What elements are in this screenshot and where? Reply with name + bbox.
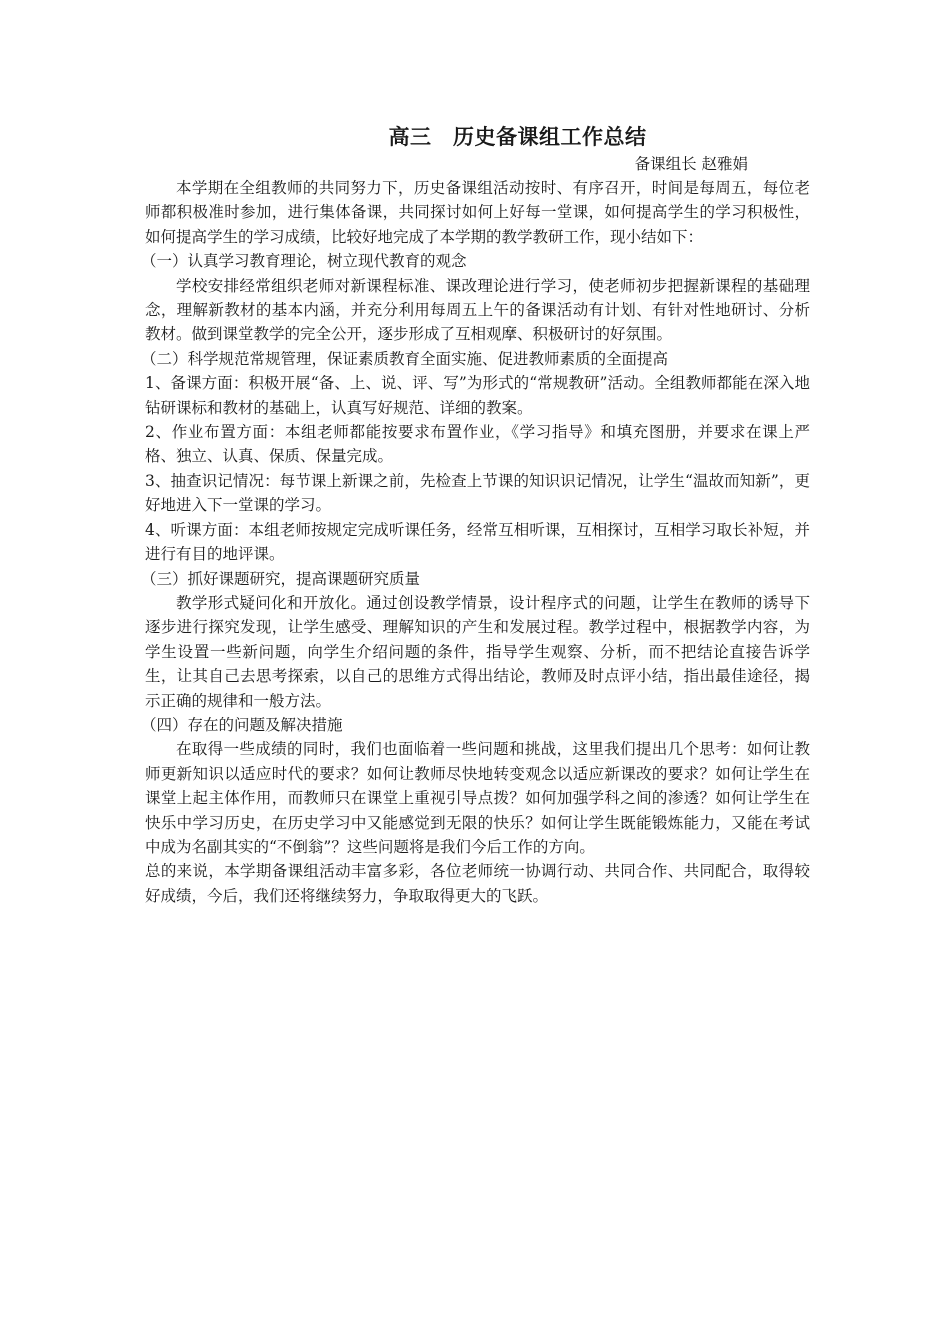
intro-paragraph: 本学期在全组教师的共同努力下，历史备课组活动按时、有序召开，时间是每周五，每位老师都积极准时参加，进行集体备课，共同探讨如何上好每一堂课，如何提高学生的学习积极性，如何提高学生的学习成绩，比较好地完成了本学期的教学教研工作，现小结如下： <box>145 179 810 246</box>
section-1-paragraph: 学校安排经常组织老师对新课程标准、课改理论进行学习，使老师初步把握新课程的基础理念，理解新教材的基本内涵，并充分利用每周五上午的备课活动有计划、有针对性地研讨、分析教材。做到课堂教学的完全公开，逐步形成了互相观摩、积极研讨的好氛围。 <box>145 276 810 344</box>
section-heading-3: （三）抓好课题研究，提高课题研究质量 <box>141 569 421 588</box>
document-body <box>141 122 810 908</box>
document-author: 备课组长 赵雅娟 <box>634 155 748 173</box>
section-3-paragraph: 教学形式疑问化和开放化。通过创设教学情景，设计程序式的问题，让学生在教师的诱导下逐步进行探究发现，让学生感受、理解知识的产生和发展过程。教学过程中，根据教学内容，为学生设置一些新问题，向学生介绍问题的条件，指导学生观察、分析，而不把结论直接告诉学生，让其自己去思考探索，以自己的思维方式得出结论，教师及时点评小结，指出最佳途径，揭示正确的规律和一般方法。 <box>145 593 810 710</box>
section-heading-2: （二）科学规范常规管理，保证素质教育全面实施、促进教师素质的全面提高 <box>141 349 669 368</box>
section-heading-1: （一）认真学习教育理论，树立现代教育的观念 <box>141 252 467 271</box>
section-2-item-4: 4、听课方面：本组老师按规定完成听课任务，经常互相听课，互相探讨，互相学习取长补短，并进行有目的地评课。 <box>145 520 810 564</box>
section-2-item-1: 1、备课方面：积极开展“备、上、说、评、写”为形式的“常规教研”活动。全组教师都能在深入地钻研课标和教材的基础上，认真写好规范、详细的教案。 <box>145 374 810 417</box>
section-heading-4: （四）存在的问题及解决措施 <box>141 715 343 734</box>
section-2-item-3: 3、抽查识记情况：每节课上新课之前，先检查上节课的知识识记情况，让学生“温故而知新”，更好地进入下一堂课的学习。 <box>145 471 810 515</box>
section-2-item-2: 2、作业布置方面：本组老师都能按要求布置作业，《学习指导》和填充图册，并要求在课上严格、独立、认真、保质、保量完成。 <box>145 423 810 466</box>
section-4-paragraph: 在取得一些成绩的同时，我们也面临着一些问题和挑战，这里我们提出几个思考：如何让教师更新知识以适应时代的要求？如何让教师尽快地转变观念以适应新课改的要求？如何让学生在课堂上起主体作用，而教师只在课堂上重视引导点拨？如何加强学科之间的渗透？如何让学生在快乐中学习历史，在历史学习中又能感觉到无限的快乐？如何让学生既能锻炼能力，又能在考试中成为名副其实的“不倒翁”？这些问题将是我们今后工作的方向。 <box>145 740 810 856</box>
conclusion-paragraph: 总的来说，本学期备课组活动丰富多彩，各位老师统一协调行动、共同合作、共同配合，取得较好成绩，今后，我们还将继续努力，争取取得更大的飞跃。 <box>145 862 810 905</box>
document-title: 高三 历史备课组工作总结 <box>388 124 647 149</box>
